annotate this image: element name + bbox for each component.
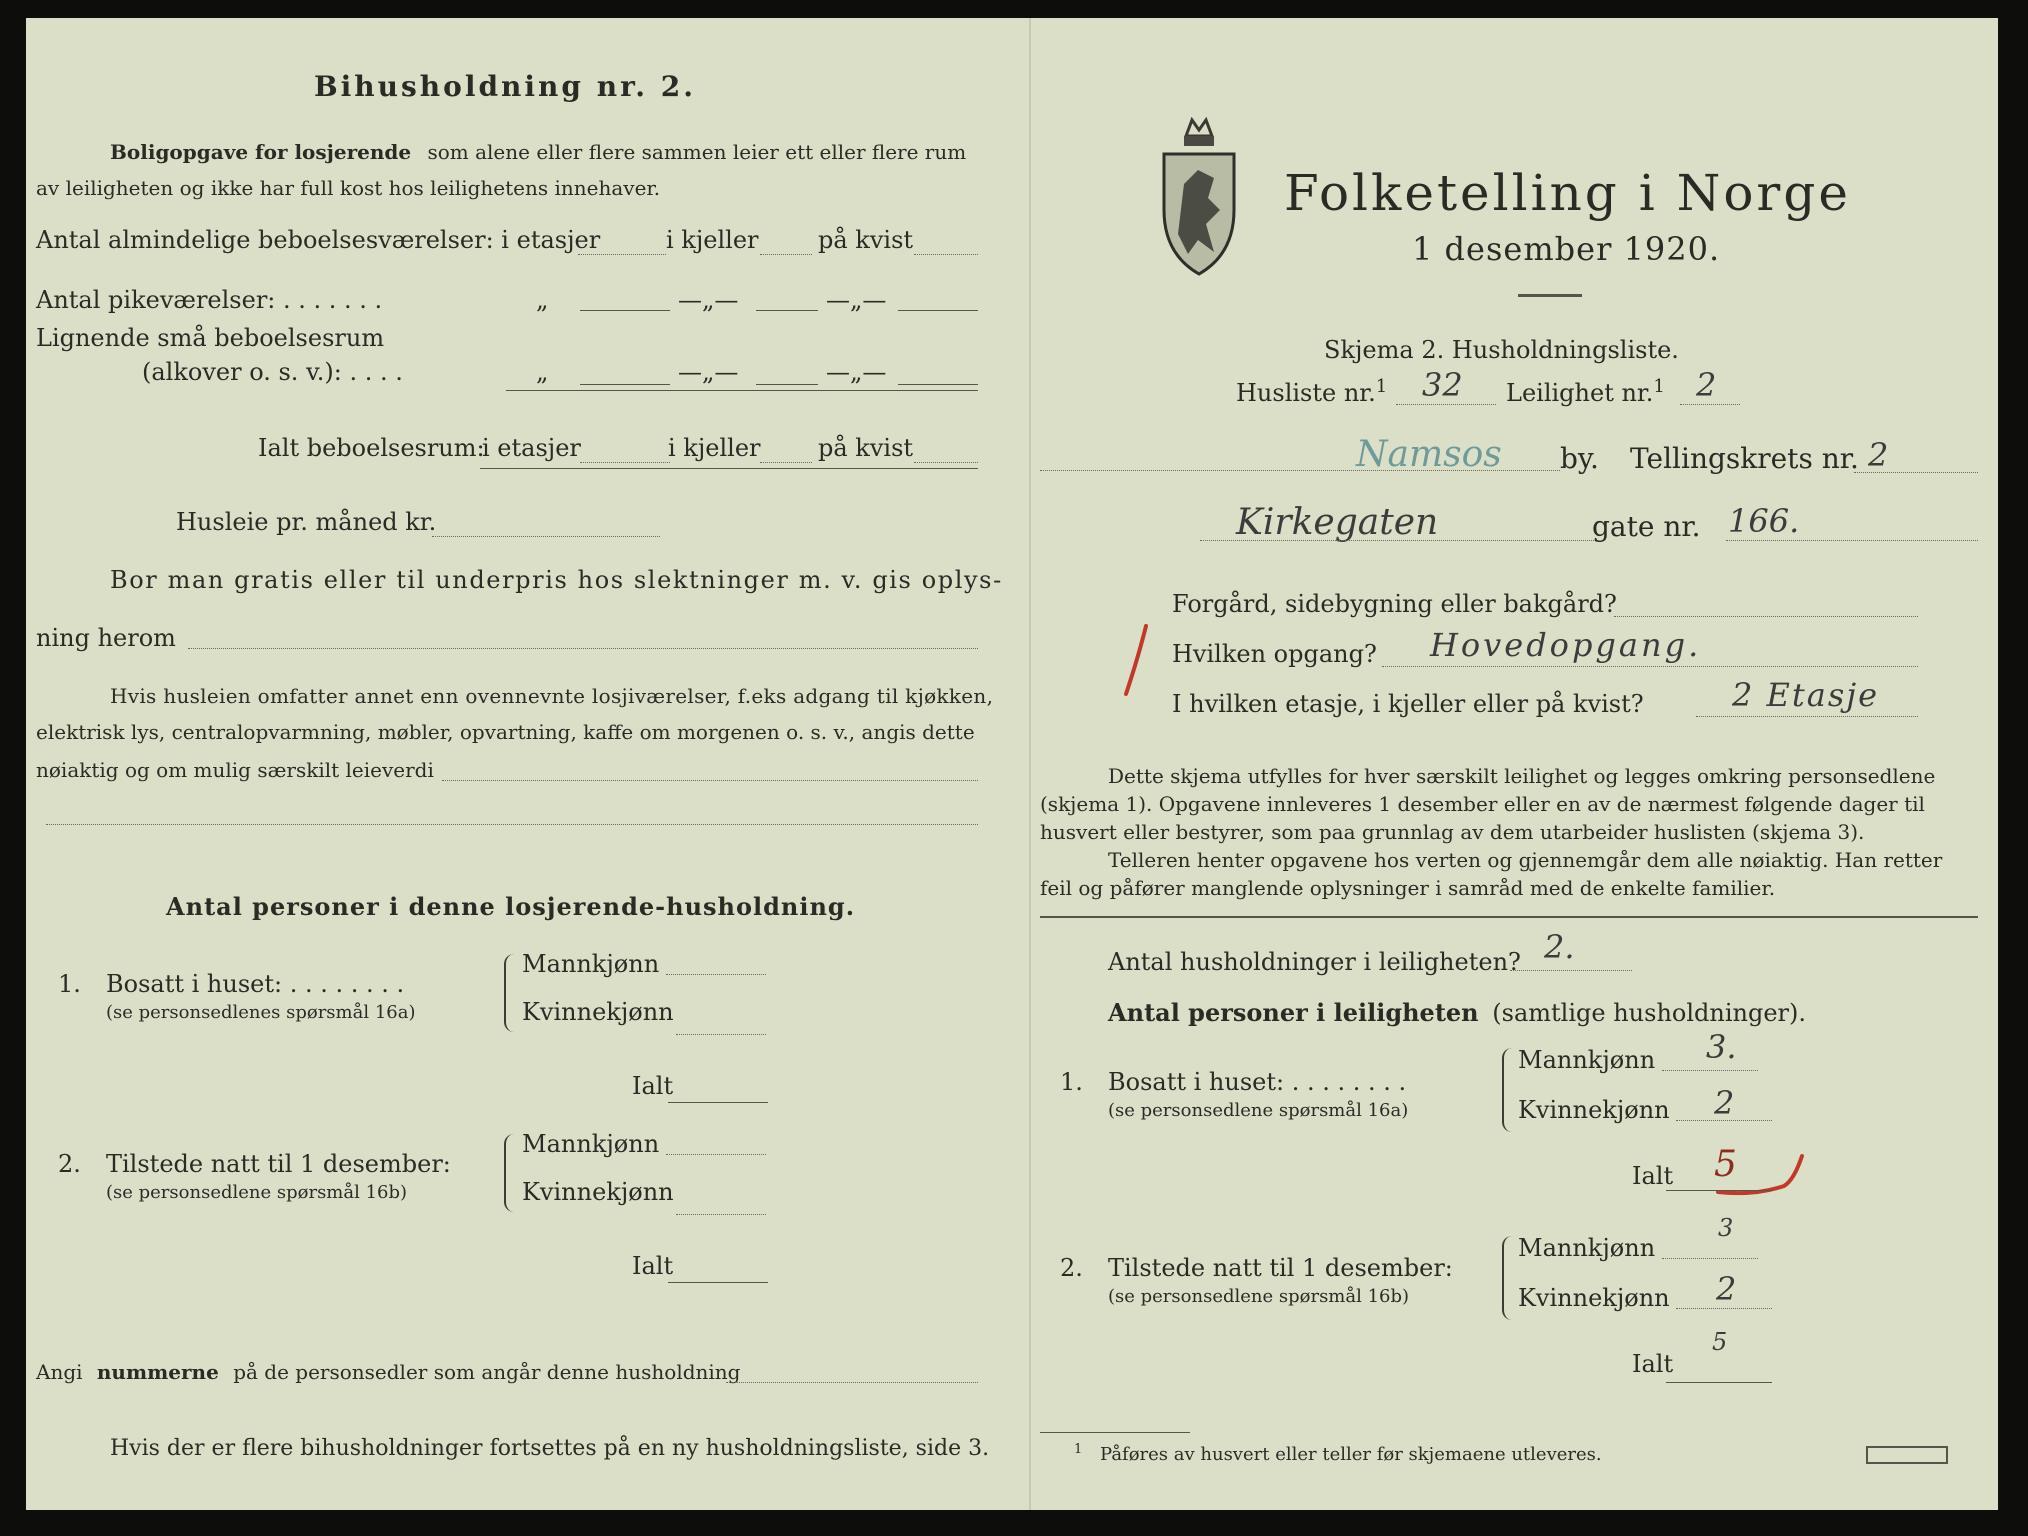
opgang-value: Hovedopgang. (1430, 626, 1702, 664)
opgang-field[interactable] (1382, 666, 1918, 667)
rooms-kjeller-field[interactable] (760, 254, 812, 255)
footnote-mark: 1 (1074, 1442, 1083, 1457)
left-q2-sub: (se personsedlene spørsmål 16b) (106, 1182, 408, 1203)
right-q2-female-value: 2 (1716, 1270, 1737, 1308)
right-q1-ialt-label: Ialt (1632, 1162, 1674, 1190)
left-q1-sub: (se personsedlenes spørsmål 16a) (106, 1002, 416, 1023)
instr-line-3: husvert eller bestyrer, som paa grunnlag av dem utarbeider huslisten (skjema 3). (1040, 820, 1865, 844)
rent-label: Husleie pr. måned kr. (176, 508, 437, 536)
alkover-ditto-3: —„— (826, 358, 887, 386)
town-value: Namsos (1356, 434, 1502, 475)
forgard-field[interactable] (1614, 616, 1918, 617)
red-pencil-mark-icon (1116, 622, 1156, 698)
right-q2-male-label: Mannkjønn (1518, 1234, 1656, 1262)
right-q1-female-value: 2 (1714, 1084, 1735, 1122)
numbers-field[interactable] (726, 1382, 978, 1383)
krets-label: Tellingskrets nr. (1630, 442, 1859, 475)
right-q1-total-value: 5 (1714, 1144, 1737, 1185)
right-q2-female-field[interactable] (1676, 1308, 1772, 1309)
etasje-field[interactable] (1696, 716, 1918, 717)
left-q2-male-label: Mannkjønn (522, 1130, 660, 1158)
rooms-kjeller-label: i kjeller (666, 226, 759, 254)
husliste-footnote-mark: 1 (1375, 376, 1388, 397)
right-q2-ialt-label: Ialt (1632, 1350, 1674, 1378)
census-date: 1 desember 1920. (1412, 230, 1721, 268)
instr-rule (1040, 916, 1978, 918)
intro-line-2: av leiligheten og ikke har full kost hos leilighetens innehaver. (36, 176, 661, 200)
right-q2-male-value: 3 (1718, 1214, 1734, 1242)
households-label: Antal husholdninger i leiligheten? (1108, 948, 1521, 976)
left-q2-female-field[interactable] (676, 1214, 766, 1215)
left-q1-female-label: Kvinnekjønn (522, 998, 674, 1026)
free-field[interactable] (188, 648, 978, 649)
note-field-2[interactable] (46, 824, 978, 825)
instr-line-4: Telleren henter opgavene hos verten og gjennemgår dem alle nøiaktig. Han retter (1108, 848, 1943, 872)
leilighet-text: Leilighet nr. (1506, 379, 1654, 407)
husliste-label (1236, 376, 1387, 407)
intro-rest: som alene eller flere sammen leier ett eller flere rum (427, 140, 967, 164)
numbers-bold: nummerne (96, 1360, 219, 1384)
left-q1-male-label: Mannkjønn (522, 950, 660, 978)
rooms-kvist-label: på kvist (818, 226, 914, 254)
pike-field-3[interactable] (898, 310, 978, 311)
numbers-rest: på de personsedler som angår denne husholdning (233, 1360, 741, 1384)
ialt-rooms-rule (480, 468, 978, 469)
ialt-rooms-label: Ialt beboelsesrum: (258, 434, 485, 462)
etasje-label: I hvilken etasje, i kjeller eller på kvist? (1172, 690, 1644, 718)
norway-coat-of-arms-icon (1158, 114, 1240, 278)
numbers-line (36, 1360, 740, 1384)
right-q1-female-field[interactable] (1676, 1120, 1772, 1121)
husliste-text: Husliste nr. (1236, 379, 1376, 407)
right-q1-female-label: Kvinnekjønn (1518, 1096, 1670, 1124)
free-line-2: ning herom (36, 624, 176, 652)
ialt-rooms-kjeller-label: i kjeller (668, 434, 761, 462)
alkover-ditto-2: —„— (678, 358, 739, 386)
leilighet-value: 2 (1696, 366, 1717, 404)
right-q1-label: Bosatt i huset: . . . . . . . . (1108, 1068, 1407, 1096)
pike-ditto-1: „ (536, 286, 549, 314)
intro-line-1 (110, 140, 966, 164)
free-line-1: Bor man gratis eller til underpris hos slektninger m. v. gis oplys- (110, 566, 1003, 594)
krets-field[interactable] (1854, 472, 1978, 473)
schema-title: Skjema 2. Husholdningsliste. (1324, 336, 1679, 364)
left-q2-label: Tilstede natt til 1 desember: (106, 1150, 451, 1178)
right-persons-bold: Antal personer i leiligheten (1108, 998, 1479, 1027)
page-fold (1029, 18, 1031, 1510)
left-q1-number: 1. (58, 970, 81, 998)
krets-value: 2 (1868, 436, 1889, 474)
left-q1-female-field[interactable] (676, 1034, 766, 1035)
right-q1-number: 1. (1060, 1068, 1083, 1096)
right-persons-rest: (samtlige husholdninger). (1492, 999, 1807, 1027)
alkover-field-2[interactable] (756, 384, 818, 385)
right-q2-brace (1502, 1236, 1514, 1320)
census-form-sheet (26, 18, 1998, 1510)
pike-ditto-3: —„— (826, 286, 887, 314)
right-q1-ialt-field[interactable] (1666, 1190, 1772, 1191)
husliste-value: 32 (1422, 366, 1463, 404)
note-line-2: elektrisk lys, centralopvarmning, møbler, opvartning, kaffe om morgenen o. s. v., angis dette (36, 720, 975, 744)
pike-ditto-2: —„— (678, 286, 739, 314)
left-q1-ialt-label: Ialt (632, 1072, 674, 1100)
alkover-rule (506, 390, 978, 391)
left-q2-female-label: Kvinnekjønn (522, 1178, 674, 1206)
right-q2-total-value: 5 (1712, 1328, 1728, 1356)
small-rooms-label: Lignende små beboelsesrum (36, 324, 385, 352)
town-field[interactable] (1040, 470, 1560, 471)
households-value: 2. (1544, 928, 1575, 966)
leilighet-field[interactable] (1680, 404, 1740, 405)
right-q1-male-label: Mannkjønn (1518, 1046, 1656, 1074)
right-q2-label: Tilstede natt til 1 desember: (1108, 1254, 1453, 1282)
left-q2-number: 2. (58, 1150, 81, 1178)
street-value: Kirkegaten (1236, 502, 1439, 543)
note-line-1: Hvis husleien omfatter annet enn ovennevnte losjiværelser, f.eks adgang til kjøkken, (110, 684, 994, 708)
gate-label: gate nr. (1592, 510, 1701, 543)
left-q1-ialt-field[interactable] (668, 1102, 768, 1103)
left-q2-male-field[interactable] (666, 1154, 766, 1155)
footnote-rule (1040, 1432, 1190, 1433)
right-q2-female-label: Kvinnekjønn (1518, 1284, 1670, 1312)
left-q1-brace (504, 954, 516, 1032)
right-q1-brace (1502, 1048, 1514, 1132)
right-q2-ialt-field[interactable] (1666, 1382, 1772, 1383)
right-persons-line (1108, 998, 1806, 1027)
opgang-label: Hvilken opgang? (1172, 640, 1377, 668)
rent-field[interactable] (432, 536, 660, 537)
left-q1-label: Bosatt i huset: . . . . . . . . (106, 970, 405, 998)
instr-line-2: (skjema 1). Opgavene innleveres 1 desember eller en av de nærmest følgende dager til (1040, 792, 1925, 816)
instr-line-1: Dette skjema utfylles for hver særskilt leilighet og legges omkring personsedlene (1108, 764, 1936, 788)
left-title: Bihusholdning nr. 2. (314, 70, 696, 103)
right-q2-male-field[interactable] (1662, 1258, 1758, 1259)
title-rule (1518, 294, 1582, 297)
alkover-ditto-1: „ (536, 358, 549, 386)
footnote-line (1074, 1442, 1602, 1465)
ialt-rooms-kjeller-field[interactable] (760, 462, 812, 463)
rooms-kvist-field[interactable] (914, 254, 978, 255)
gate-value: 166. (1728, 502, 1800, 540)
leilighet-label (1506, 376, 1665, 407)
right-q1-sub: (se personsedlene spørsmål 16a) (1108, 1100, 1409, 1121)
right-title: Folketelling i Norge (1284, 164, 1851, 222)
rooms-etasjer-field[interactable] (578, 254, 666, 255)
footnote-text: Påføres av husvert eller teller før skjemaene utleveres. (1100, 1444, 1602, 1465)
alkover-field-3[interactable] (898, 384, 978, 385)
pike-field-1[interactable] (580, 310, 670, 311)
households-field[interactable] (1510, 970, 1632, 971)
printer-stamp (1866, 1446, 1948, 1464)
right-q1-male-value: 3. (1706, 1028, 1737, 1066)
right-q2-sub: (se personsedlene spørsmål 16b) (1108, 1286, 1410, 1307)
left-q2-ialt-label: Ialt (632, 1252, 674, 1280)
pike-label: Antal pikeværelser: . . . . . . . (36, 286, 383, 314)
pike-field-2[interactable] (756, 310, 818, 311)
rooms-label: Antal almindelige beboelsesværelser: i etasjer (36, 226, 601, 254)
ialt-rooms-etasjer-label: i etasjer (482, 434, 581, 462)
left-q2-brace (504, 1134, 516, 1212)
ialt-rooms-kvist-label: på kvist (818, 434, 914, 462)
leilighet-footnote-mark: 1 (1653, 376, 1665, 397)
street-field[interactable] (1200, 540, 1596, 541)
note-field-1[interactable] (442, 780, 978, 781)
etasje-value: 2 Etasje (1732, 676, 1880, 714)
husliste-field[interactable] (1396, 404, 1496, 405)
alkover-field-1[interactable] (580, 384, 670, 385)
gate-field[interactable] (1726, 540, 1978, 541)
right-q2-number: 2. (1060, 1254, 1083, 1282)
forgard-label: Forgård, sidebygning eller bakgård? (1172, 590, 1617, 618)
left-persons-heading: Antal personer i denne losjerende-husholdning. (166, 892, 856, 921)
instr-line-5: feil og påfører manglende oplysninger i samråd med de enkelte familier. (1040, 876, 1776, 900)
intro-bold: Boligopgave for losjerende (110, 140, 412, 164)
right-q1-male-field[interactable] (1662, 1070, 1758, 1071)
left-q1-male-field[interactable] (666, 974, 766, 975)
note-line-3: nøiaktig og om mulig særskilt leieverdi (36, 758, 434, 782)
alkover-label: (alkover o. s. v.): . . . . (142, 358, 403, 386)
ialt-rooms-etasjer-field[interactable] (580, 462, 670, 463)
by-label: by. (1560, 442, 1599, 475)
numbers-pre: Angi (36, 1360, 83, 1384)
continue-note: Hvis der er flere bihusholdninger fortsettes på en ny husholdningsliste, side 3. (110, 1436, 990, 1461)
left-q2-ialt-field[interactable] (668, 1282, 768, 1283)
ialt-rooms-kvist-field[interactable] (914, 462, 978, 463)
